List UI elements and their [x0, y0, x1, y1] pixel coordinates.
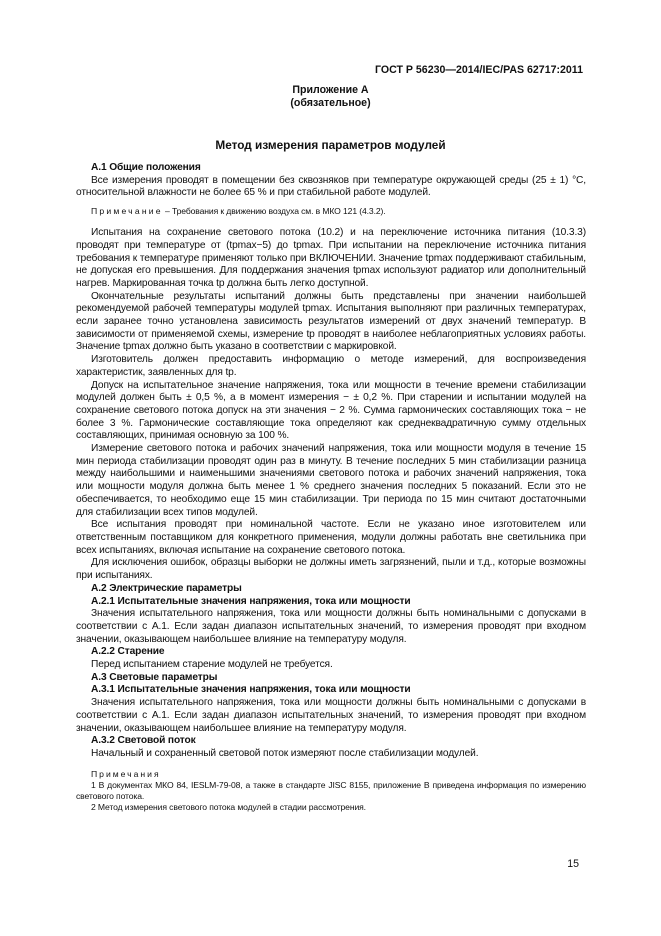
paragraph: Перед испытанием старение модулей не требуется.: [91, 659, 333, 671]
paragraph: Для исключения ошибок, образцы выборки не должны иметь загрязнений, пыли и т.д., которые возможны при испытаниях.: [76, 557, 586, 582]
note-item: 2 Метод измерения светового потока модулей в стадии рассмотрения.: [91, 801, 366, 812]
standard-header: ГОСТ Р 56230—2014/IEC/PAS 62717:2011: [375, 64, 583, 76]
note-1: [76, 206, 586, 217]
annex-title: Приложение А: [292, 84, 369, 96]
note-label: Примечание: [91, 206, 163, 217]
section-a32-heading: А.3.2 Световой поток: [91, 735, 196, 747]
section-a22-heading: А.2.2 Старение: [91, 646, 165, 658]
paragraph: Начальный и сохраненный световой поток измеряют после стабилизации модулей.: [91, 747, 479, 759]
paragraph: Испытания на сохранение светового потока (10.2) и на переключение источника питания (10.3.3) проводят при температуре от (tpmax−5) до tpmax. При испытании на переключение источника питания требования к температуре применяют только при ВКЛЮЧЕНИИ. Значение tpmax поддерживают стабильным, не допуская его превышения. Для поддержания значения tpmax используют радиатор или дополнительный нагрев. Маркированная точка tp должна быть легко доступной.: [76, 227, 586, 289]
body-text: [76, 162, 586, 813]
annex-heading: [0, 84, 661, 110]
paragraph: Все испытания проводят при номинальной частоте. Если не указано иное изготовителем или ответственным поставщиком для конкретного применения, модули должны работать вне светильника при всех испытаниях, включая испытание на сохранение светового потока.: [76, 519, 586, 556]
paragraph: Измерение светового потока и рабочих значений напряжения, тока или мощности модуля в течение 15 мин периода стабилизации проводят один раз в минуту. В течение последних 5 мин стабилизации разница между наибольшими и наименьшими значениями светового потока и рабочих значений напряжения, тока или мощности модуля должна быть менее 1 % среднего значения последних 5 показаний. Если это не обеспечивается, то необходимо еще 15 мин стабилизации. Три периода по 15 мин считают достаточными для стабилизации всех типов модулей.: [76, 443, 586, 518]
section-a2-heading: А.2 Электрические параметры: [91, 582, 242, 594]
paragraph: Значения испытательного напряжения, тока или мощности должны быть номинальными с допусками в соответствии с А.1. Если задан диапазон испытательных значений, то измерения проводят при входном значении, оказывающем наибольшее влияние на температуру модуля.: [76, 608, 586, 645]
paragraph: Изготовитель должен предоставить информацию о методе измерений, для воспроизведения характеристик, заявленных для tp.: [76, 354, 586, 378]
notes-title: Примечания: [91, 768, 161, 779]
paragraph: Окончательные результаты испытаний должны быть представлены при значении наибольшей рекомендуемой рабочей температуры модулей tpmax. Испытания выполняют при различных температурах, если заранее точно установлена зависимость результатов измерений от двух значений температур. В зависимости от применяемой схемы, измерение tp проводят в наиболее неблагоприятных условиях работы. Значение tpmax должно быть указано в соответствии с маркировкой.: [76, 290, 586, 353]
page-number: 15: [567, 858, 579, 870]
section-a3-heading: А.3 Световые параметры: [91, 671, 218, 683]
paragraph: Допуск на испытательное значение напряжения, тока или мощности в течение времени стабилизации модулей должен быть ± 0,5 %, а в момент измерения − ± 0,2 %. При старении и испытании модулей на сохранение светового потока допуск на эти значения − 2 %. Сумма гармонических составляющих тока − не более 3 %. Гармонические составляющие тока определяют как среднеквадратичную сумму отдельных составляющих, принимая основную за 100 %.: [76, 379, 586, 442]
page-title: Метод измерения параметров модулей: [215, 138, 446, 152]
paragraph: Все измерения проводят в помещении без сквозняков при температуре окружающей среды (25 ± 1) °С, относительной влажности не более 65 % и при стабильной работе модулей.: [76, 174, 586, 199]
note-text: – Требования к движению воздуха см. в МКО 121 (4.3.2).: [162, 206, 386, 217]
section-a31-heading: А.3.1 Испытательные значения напряжения, тока или мощности: [91, 684, 411, 696]
annex-status: (обязательное): [290, 97, 371, 109]
note-item: 1 В документах МКО 84, IESLM-79-08, а также в стандарте JISC 8155, приложение В приведена информация по измерению светового потока.: [76, 779, 586, 801]
section-a1-heading: А.1 Общие положения: [91, 162, 201, 173]
paragraph: Значения испытательного напряжения, тока или мощности должны быть номинальными с допусками в соответствии с А.1. Если задан диапазон испытательных значений, то измерения проводят при входном значении, оказывающем наибольшее влияние на температуру модуля.: [76, 697, 586, 734]
section-a21-heading: А.2.1 Испытательные значения напряжения, тока или мощности: [91, 595, 411, 607]
